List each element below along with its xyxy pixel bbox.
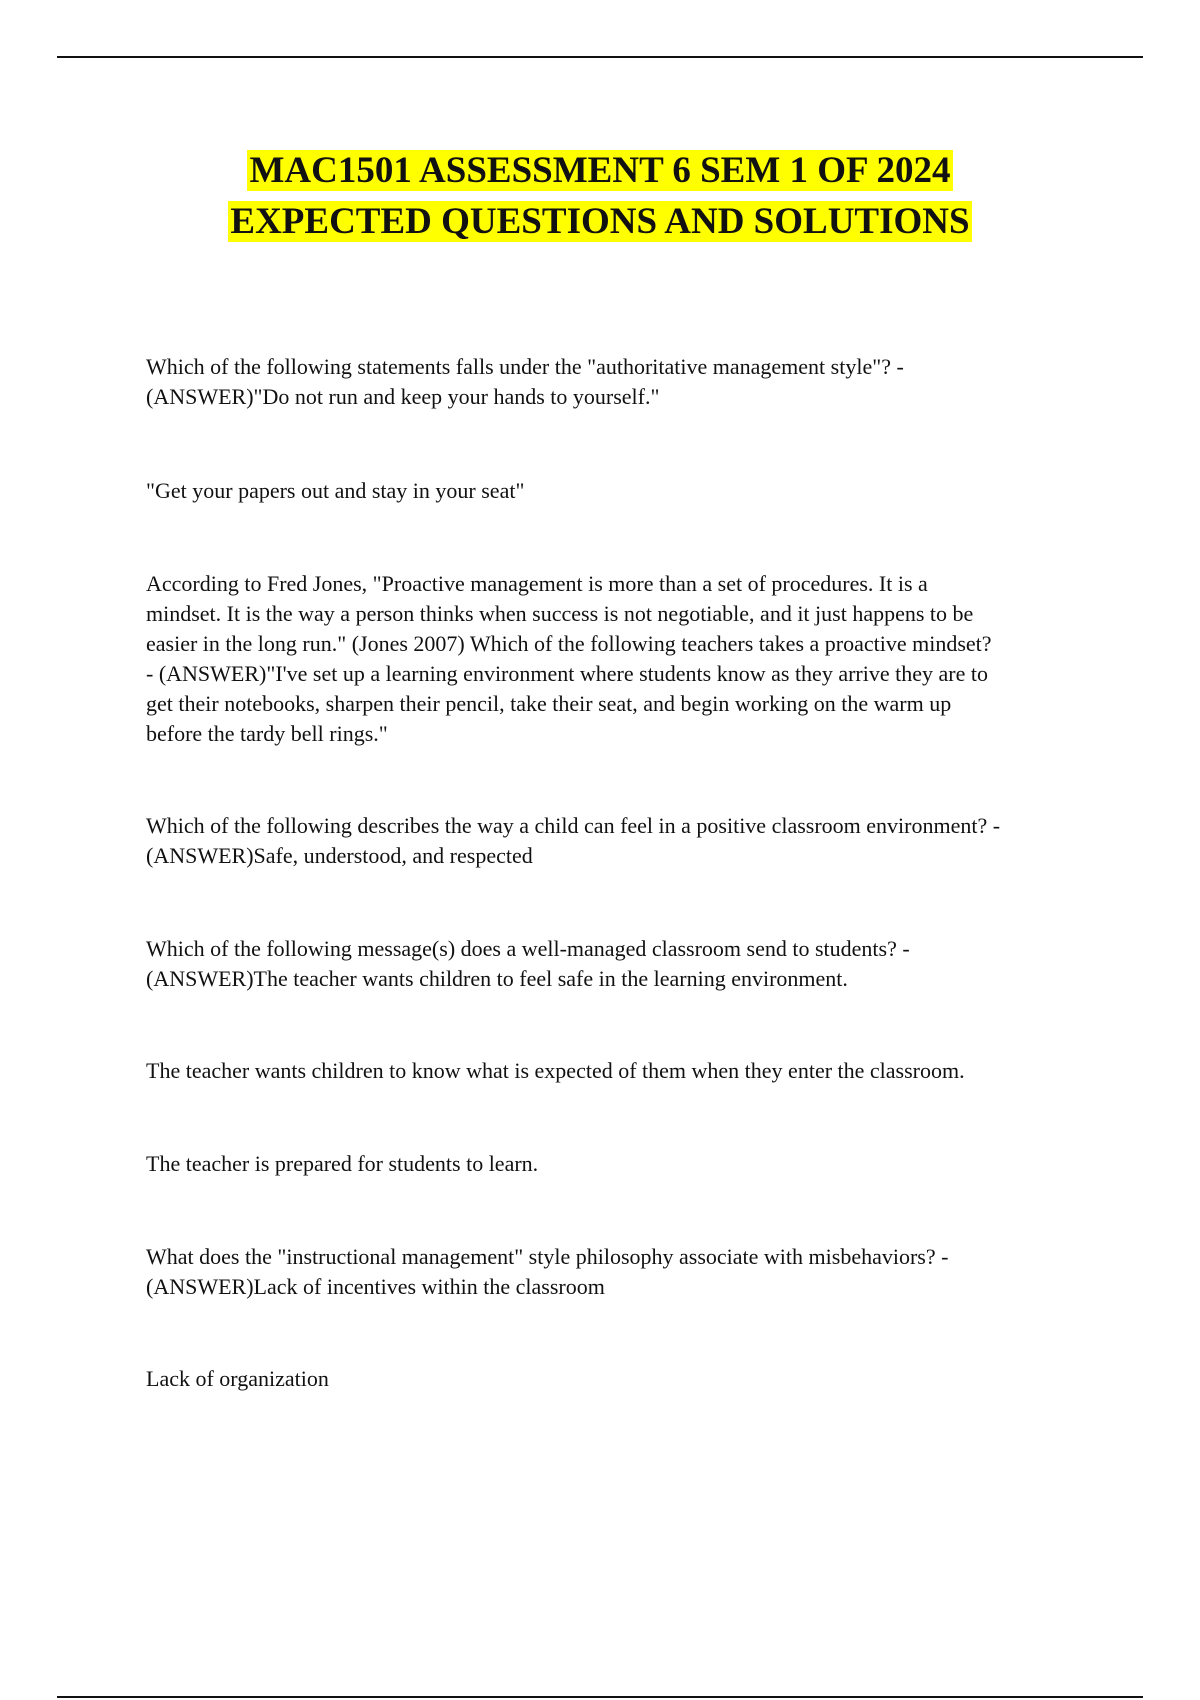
document-title <box>0 145 1200 247</box>
answer-continuation: Lack of organization <box>146 1366 329 1391</box>
answer-continuation: The teacher is prepared for students to learn. <box>146 1151 539 1176</box>
question-well-managed-classroom: Which of the following message(s) does a well-managed classroom send to students? - (ANSWER)The teacher wants children to feel safe in the learning environment. <box>146 936 910 991</box>
question-authoritative-style: Which of the following statements falls under the "authoritative management style"? - (ANSWER)"Do not run and keep your hands to yourself." <box>146 354 904 409</box>
question-proactive-mindset: According to Fred Jones, "Proactive management is more than a set of procedures. It is a mindset. It is the way a person thinks when success is not negotiable, and it just happens to be easier in the long run." (Jones 2007) Which of the following teachers takes a proactive mindset? - (ANSWER)"I've set up a learning environment where students know as they arrive they are to get their notebooks, sharpen their pencil, take their seat, and begin working on the warm up before the tardy bell rings." <box>146 571 992 746</box>
question-positive-classroom: Which of the following describes the way a child can feel in a positive classroom environment? - (ANSWER)Safe, understood, and respected <box>146 813 1001 868</box>
title-line-2: EXPECTED QUESTIONS AND SOLUTIONS <box>230 201 970 242</box>
top-rule <box>57 56 1143 58</box>
question-instructional-management: What does the "instructional management" style philosophy associate with misbehaviors? - (ANSWER)Lack of incentives within the classroom <box>146 1244 949 1299</box>
answer-continuation: The teacher wants children to know what is expected of them when they enter the classroom. <box>146 1058 965 1083</box>
title-line-1: MAC1501 ASSESSMENT 6 SEM 1 OF 2024 <box>249 150 951 191</box>
answer-continuation: "Get your papers out and stay in your seat" <box>146 478 525 503</box>
bottom-rule <box>57 1696 1143 1698</box>
